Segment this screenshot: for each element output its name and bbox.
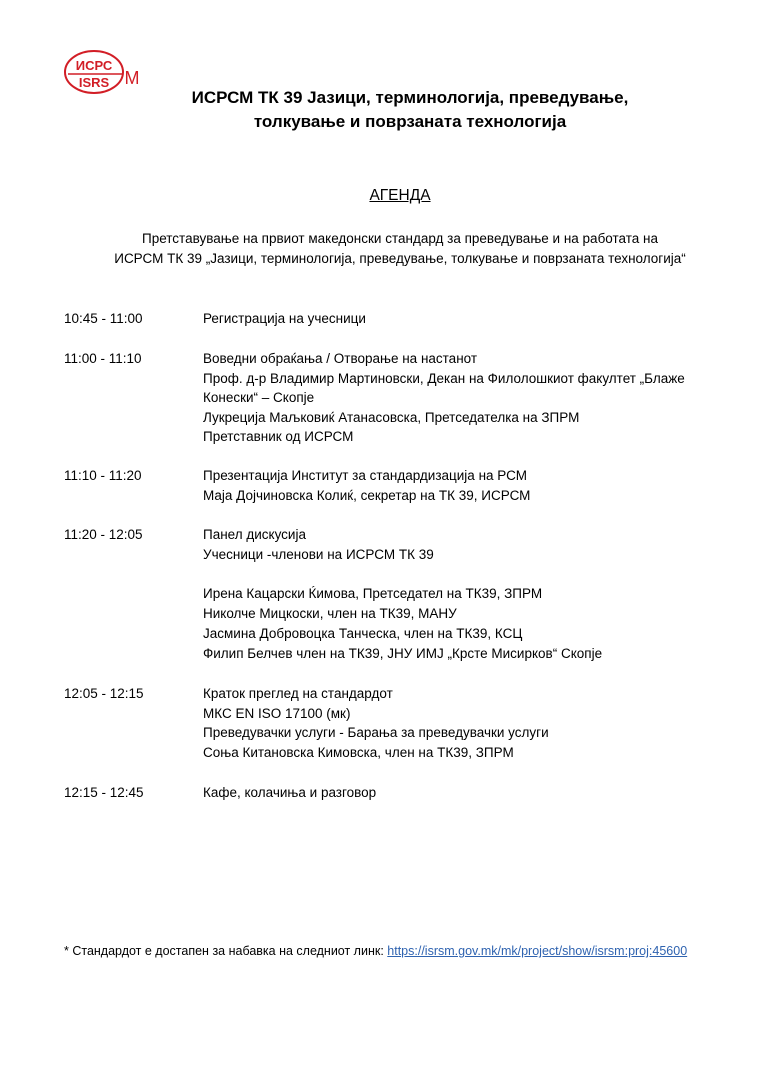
session-line: Ирена Кацарски Ќимова, Претседател на ТК39, ЗПРМ [203,586,543,601]
footnote-text: * Стандардот е достапен за набавка на следниот линк: [64,944,388,958]
session-line: Лукреција Маљковиќ Атанасовска, Претседателка на ЗПРМ [203,410,580,425]
session-line: Јасмина Добровоцка Танческа, член на ТК39, КСЦ [203,626,523,641]
session-line: Панел дискусија [203,527,306,542]
session-time: 11:00 - 11:10 [64,351,142,366]
session-time: 11:20 - 12:05 [64,527,143,542]
session-time: 12:15 - 12:45 [64,785,144,800]
session-time: 12:05 - 12:15 [64,686,144,701]
session-line: Филип Белчев член на ТК39, ЈНУ ИМЈ „Крсте Мисирков“ Скопје [203,646,603,661]
session-line: Маја Дојчиновска Колиќ, секретар на ТК 39, ИСРСМ [203,488,531,503]
session-line: Преведувачки услуги - Барања за преведувачки услуги [203,725,549,740]
document-title-line2: толкување и поврзаната технологија [253,112,567,131]
session-time: 10:45 - 11:00 [64,311,143,326]
session-line: Регистрација на учесници [203,311,366,326]
session-line: Воведни обраќања / Отворање на настанот [203,351,478,366]
document-title-line1: ИСРСМ ТК 39 Јазици, терминологија, преведување, [191,88,629,107]
session-line: Краток преглед на стандардот [203,686,393,701]
session-line: Кафе, колачиња и разговор [203,785,377,800]
session-line: Проф. д-р Владимир Мартиновски, Декан на Филолошкиот факултет „Блаже [203,371,685,386]
session-line: Николче Мицкоски, член на ТК39, МАНУ [203,606,457,621]
session-line: Конески“ – Скопје [203,390,315,405]
intro-line2: ИСРСМ ТК 39 „Јазици, терминологија, преведување, толкување и поврзаната технологија“ [114,251,686,266]
svg-text:ISRS: ISRS [78,75,110,90]
session-line: Учесници -членови на ИСРСМ ТК 39 [203,547,434,562]
intro-line1: Претставување на првиот македонски стандард за преведување и на работата на [141,231,659,246]
isrsm-logo [62,46,142,102]
svg-text:ИСРС: ИСРС [75,58,113,73]
svg-text:М: М [124,68,140,88]
session-line: Соња Китановска Кимовска, член на ТК39, ЗПРМ [203,745,514,760]
session-time: 11:10 - 11:20 [64,468,142,483]
session-line: МКС EN ISO 17100 (мк) [203,706,351,721]
standard-purchase-link[interactable]: https://isrsm.gov.mk/mk/project/show/isrsm:proj:45600 [387,944,688,958]
session-line: Презентација Институт за стандардизација на РСМ [203,468,527,483]
session-line: Претставник од ИСРСМ [203,429,354,444]
footnote [64,941,687,961]
agenda-heading: АГЕНДА [369,187,431,204]
